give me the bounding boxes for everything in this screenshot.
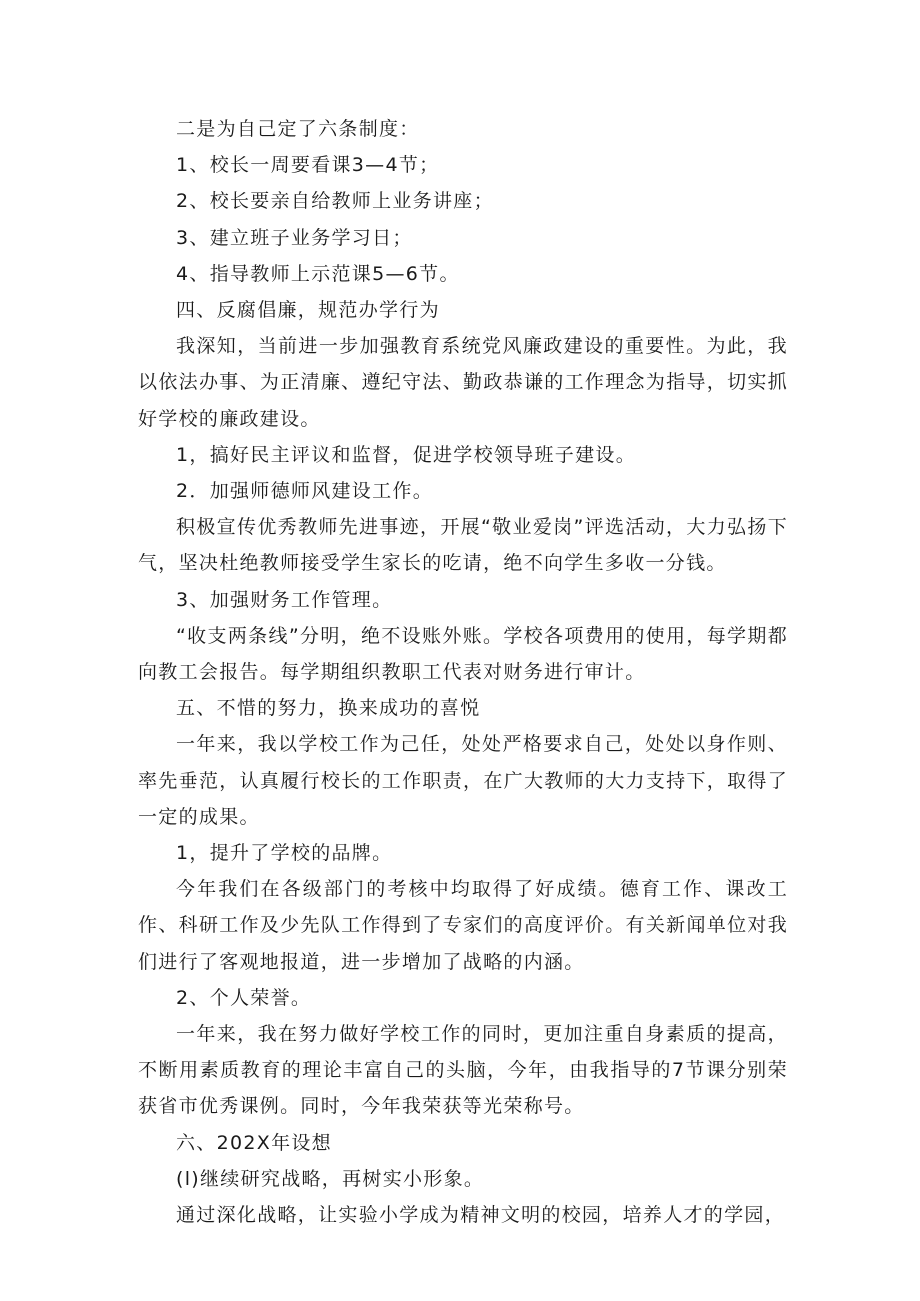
paragraph-item-brand: 1，提升了学校的品牌。	[176, 842, 393, 865]
paragraph-plan-detail: 通过深化战略，让实验小学成为精神文明的校园，培养人才的学园，	[176, 1204, 786, 1227]
paragraph-item-democratic: 1，搞好民主评议和监督，促进学校领导班子建设。	[176, 443, 636, 466]
paragraph-rule-1: 1、校长一周要看课3—4节；	[176, 154, 440, 177]
paragraph-item-honor: 2、个人荣誉。	[176, 986, 312, 1009]
paragraph-honor-detail: 一年来，我在努力做好学校工作的同时，更加注重自身素质的提高，不断用素质教育的理论丰富自己的头脑，今年，由我指导的7节课分别荣获省市优秀课例。同时，今年我荣获等光荣称号。	[138, 1023, 788, 1118]
paragraph-rule-3: 3、建立班子业务学习日；	[176, 226, 413, 249]
section-heading-5: 五、不惜的努力，换来成功的喜悦	[176, 697, 481, 720]
paragraph-finance-detail: “收支两条线”分明，绝不设账外账。学校各项费用的使用，每学期都向教工会报告。每学期组织教职工代表对财务进行审计。	[138, 624, 788, 684]
section-heading-4: 四、反腐倡廉，规范办学行为	[176, 299, 440, 322]
paragraph-item-finance: 3、加强财务工作管理。	[176, 588, 393, 611]
paragraph-ethics-detail: 积极宣传优秀教师先进事迹，开展“敬业爱岗”评选活动，大力弘扬下气，坚决杜绝教师接受学生家长的吃请，绝不向学生多收一分钱。	[138, 516, 788, 575]
paragraph-rule-2: 2、校长要亲自给教师上业务讲座；	[176, 190, 494, 213]
paragraph-rule-4: 4、指导教师上示范课5—6节。	[176, 262, 460, 285]
paragraph-year-summary: 一年来，我以学校工作为己任，处处严格要求自己，处处以身作则、率先垂范，认真履行校长的工作职责，在广大教师的大力支持下，取得了一定的成果。	[138, 733, 788, 828]
paragraph-plan-1: (l)继续研究战略，再树实小形象。	[176, 1167, 485, 1190]
paragraph-brand-detail: 今年我们在各级部门的考核中均取得了好成绩。德育工作、课改工作、科研工作及少先队工作得到了专家们的高度评价。有关新闻单位对我们进行了客观地报道，进一步增加了战略的内涵。	[138, 878, 788, 973]
section-heading-6: 六、202X年设想	[176, 1131, 332, 1154]
document-body	[138, 111, 788, 1233]
paragraph-rules-intro: 二是为自己定了六条制度：	[176, 118, 420, 140]
paragraph-item-ethics: 2．加强师德师风建设工作。	[176, 480, 433, 503]
paragraph-integrity: 我深知，当前进一步加强教育系统党风廉政建设的重要性。为此，我以依法办事、为正清廉、遵纪守法、勤政恭谦的工作理念为指导，切实抓好学校的廉政建设。	[138, 335, 788, 430]
